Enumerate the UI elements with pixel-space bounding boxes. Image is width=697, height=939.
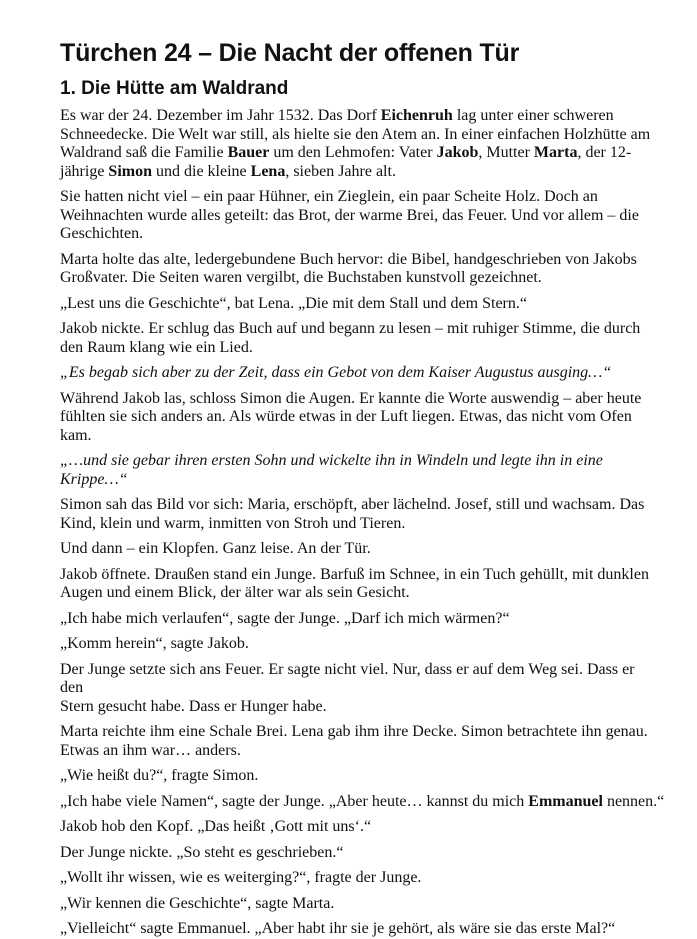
paragraph: Marta holte das alte, ledergebundene Buch hervor: die Bibel, handgeschrieben von Jakobs Großvater. Die Seiten waren vergilbt, die Buchstaben kunstvoll gezeichnet. <box>60 250 637 286</box>
father-name: Jakob <box>436 144 479 161</box>
paragraph: Und dann – ein Klopfen. Ganz leise. An der Tür. <box>60 540 371 557</box>
paragraph: „Ich habe mich verlaufen“, sagte der Junge. „Darf ich mich wärmen?“ <box>60 609 510 627</box>
section-heading: 1. Die Hütte am Waldrand <box>60 78 289 99</box>
paragraph: Simon sah das Bild vor sich: Maria, erschöpft, aber lächelnd. Josef, still und wachsam. Das Kind, klein und warm, inmitten von Stroh und Tieren. <box>60 496 645 532</box>
mother-name: Marta <box>533 144 578 161</box>
text-run: Es war der 24. Dezember im Jahr 1532. Das Dorf <box>60 107 381 124</box>
son-name: Simon <box>108 162 152 180</box>
emmanuel-name: Emmanuel <box>528 792 603 810</box>
text-run: um den Lehmofen: Vater <box>269 144 437 161</box>
paragraph: Der Junge setzte sich ans Feuer. Er sagte nicht viel. Nur, dass er auf dem Weg sei. Dass er den Stern gesucht habe. Dass er Hunger habe. <box>60 660 635 715</box>
document-title: Türchen 24 – Die Nacht der offenen Tür <box>60 39 520 67</box>
paragraph: „Wie heißt du?“, fragte Simon. <box>60 767 259 784</box>
text-run: und die kleine <box>152 162 251 180</box>
text-run: , der 12- jährige <box>60 144 632 180</box>
paragraph: Marta reichte ihm eine Schale Brei. Lena gab ihm ihre Decke. Simon betrachtete ihn genau. Etwas an ihm war… anders. <box>60 723 648 759</box>
text-run: nennen.“ <box>602 792 665 810</box>
paragraph: Während Jakob las, schloss Simon die Augen. Er kannte die Worte auswendig – aber heute fühlten sie sich anders an. Als würde etwas in der Luft liegen. Etwas, das nicht vom Ofen kam. <box>60 389 642 444</box>
bible-quote: „…und sie gebar ihren ersten Sohn und wickelte ihn in Windeln und legte ihn in eine Krippe…“ <box>60 452 603 488</box>
paragraph: Sie hatten nicht viel – ein paar Hühner, ein Zieglein, ein paar Scheite Holz. Doch an Weihnachten wurde alles geteilt: das Brot, der warme Brei, das Feuer. Und vor allem – die Geschichten. <box>60 188 639 242</box>
paragraph: Der Junge nickte. „So steht es geschrieben.“ <box>60 843 344 861</box>
paragraph: Jakob öffnete. Draußen stand ein Junge. Barfuß im Schnee, in ein Tuch gehüllt, mit dunklen Augen und einem Blick, der älter war als sein Gesicht. <box>60 565 649 601</box>
paragraph: „Wir kennen die Geschichte“, sagte Marta. <box>60 894 335 912</box>
family-name: Bauer <box>227 144 270 161</box>
text-run: , Mutter <box>478 144 534 161</box>
paragraph: „Wollt ihr wissen, wie es weiterging?“, fragte der Junge. <box>60 869 422 886</box>
text-run: , sieben Jahre alt. <box>285 162 396 180</box>
paragraph: „Vielleicht“ sagte Emmanuel. „Aber habt ihr sie je gehört, als wäre sie das erste Mal?“ <box>60 920 616 937</box>
paragraph-intro <box>60 107 657 181</box>
paragraph: „Komm herein“, sagte Jakob. <box>60 635 249 652</box>
paragraph-emmanuel <box>60 792 665 812</box>
text-run: lag unter einer schweren Schneedecke. Die Welt war still, als hielte sie den Atem an. In einer einfachen Holzhütte am Waldrand saß die Familie <box>60 107 651 161</box>
text-run: „Ich habe viele Namen“, sagte der Junge. „Aber heute… kannst du mich <box>60 792 529 810</box>
bible-quote: „Es begab sich aber zu der Zeit, dass ein Gebot von dem Kaiser Augustus ausging…“ <box>60 364 612 381</box>
paragraph: „Lest uns die Geschichte“, bat Lena. „Die mit dem Stall und dem Stern.“ <box>60 294 527 312</box>
village-name: Eichenruh <box>380 107 453 124</box>
paragraph: Jakob nickte. Er schlug das Buch auf und begann zu lesen – mit ruhiger Stimme, die durch den Raum klang wie ein Lied. <box>60 320 641 356</box>
daughter-name: Lena <box>250 162 286 180</box>
paragraph: Jakob hob den Kopf. „Das heißt ‚Gott mit uns‘.“ <box>60 818 372 835</box>
